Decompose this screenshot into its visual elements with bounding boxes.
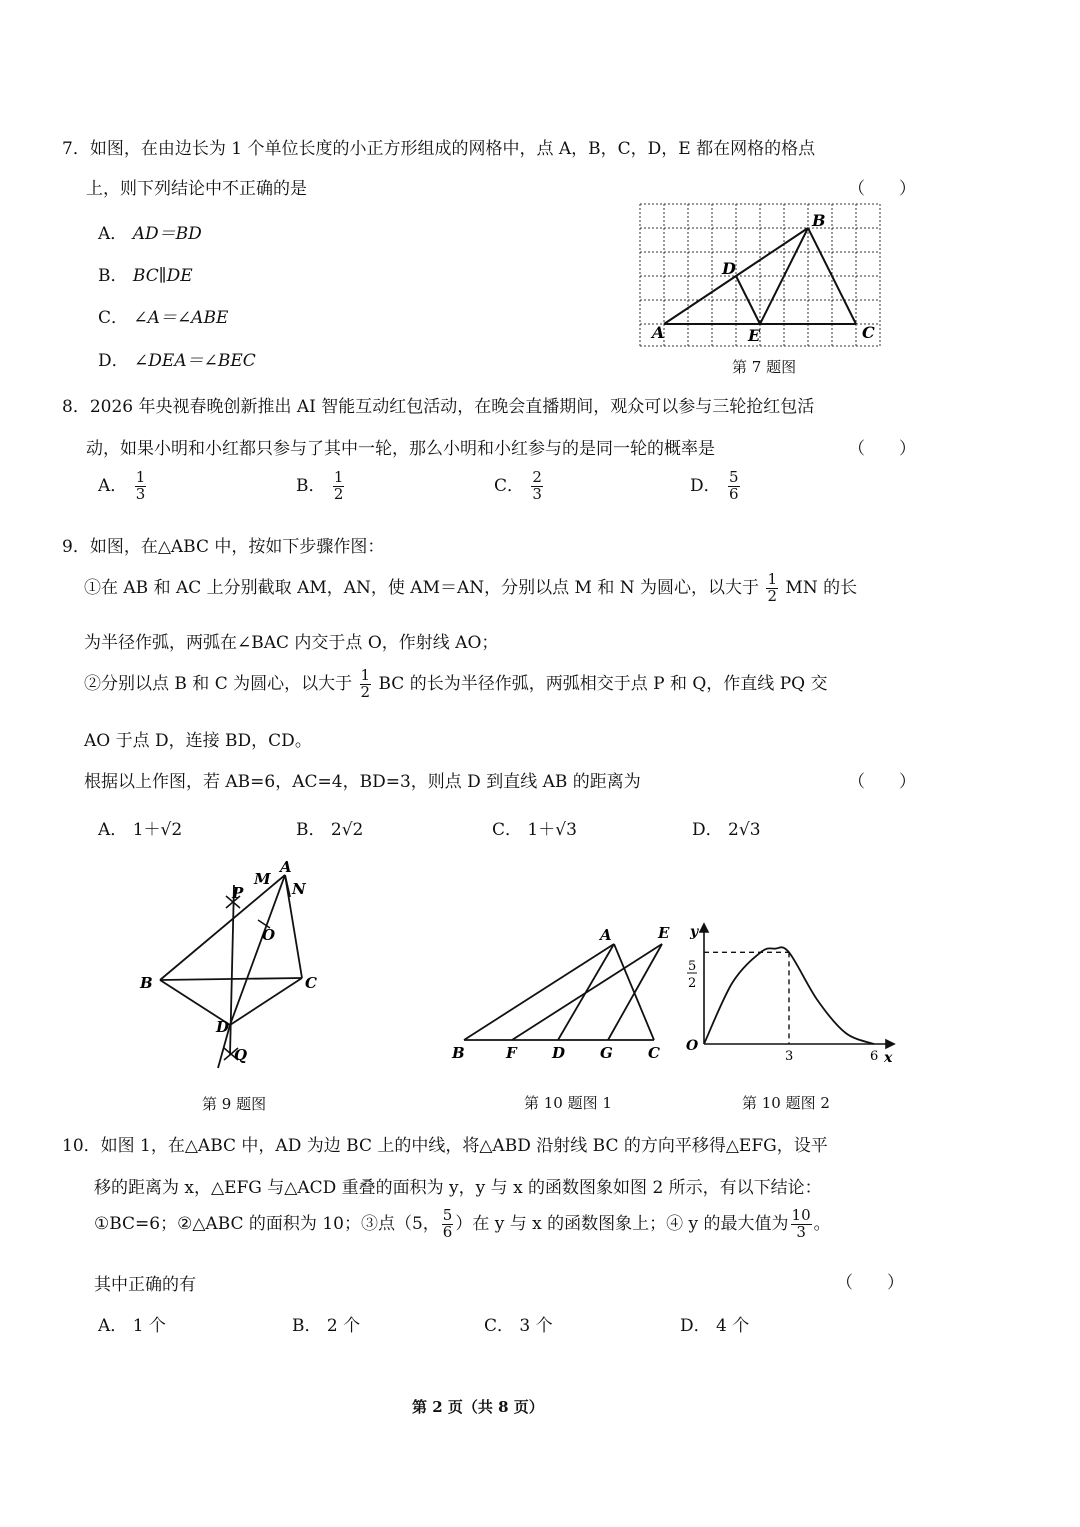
q8-number: 8． (62, 397, 90, 417)
q9-question: 根据以上作图，若 AB=6，AC=4，BD=3，则点 D 到直线 AB 的距离为 (84, 772, 641, 792)
q9-point-p: P (232, 884, 244, 902)
q9-step2-line2: AO 于点 D，连接 BD，CD。 (84, 731, 312, 751)
q7-option-b-label: B． (98, 266, 128, 286)
q8-option-b-label: B． (296, 475, 326, 496)
q9-step1-line2: 为半径作弧，两弧在∠BAC 内交于点 O，作射线 AO； (84, 633, 499, 653)
q9-point-d: D (216, 1018, 230, 1036)
q9-point-o: O (262, 926, 276, 944)
q10-option-b-text: 2 个 (326, 1316, 361, 1336)
q10-answer-paren: （ ） (836, 1273, 904, 1293)
q9-point-q: Q (234, 1046, 248, 1064)
q7-grid-figure (636, 198, 888, 353)
q7-figure-caption: 第 7 题图 (732, 358, 797, 376)
q8-option-c-num: 2 (532, 468, 542, 486)
q10-text-3a: ①BC=6；②△ABC 的面积为 10；③点（5， (94, 1213, 440, 1234)
q8-option-a-fraction (135, 470, 147, 503)
q10-option-a-text: 1 个 (132, 1316, 166, 1336)
q7-option-a-text: AD＝BD (132, 224, 202, 244)
q9-point-c: C (305, 974, 317, 992)
q7-point-b: B (812, 211, 826, 230)
q8-text-1: 2026 年央视春晚创新推出 AI 智能互动红包活动，在晚会直播期间，观众可以参与三轮抢红包活 (89, 397, 815, 417)
q9-option-c-label: C． (492, 820, 523, 840)
q10-option-d (680, 1311, 749, 1336)
q9-step2-fraction (360, 668, 372, 701)
origin-label: O (686, 1038, 699, 1054)
q7-option-a (98, 219, 202, 244)
y-tick-numerator: 5 (688, 959, 697, 974)
q7-option-c (98, 303, 228, 328)
q10-figure-2-chart (682, 920, 902, 1065)
q10-option-d-label: D． (680, 1316, 711, 1336)
q8-option-a (98, 470, 148, 503)
q9-step1-frac-num: 1 (767, 570, 777, 588)
q10-text-3c: 。 (813, 1213, 831, 1234)
q9-step1-fraction (766, 572, 778, 605)
q10-frac1-num: 5 (442, 1206, 453, 1224)
q9-point-a: A (280, 860, 292, 876)
q10-frac2-num: 10 (791, 1206, 811, 1224)
q8-option-b (296, 470, 346, 503)
q10-fig1-point-c: C (648, 1044, 660, 1062)
q7-stem-line2: 上，则下列结论中不正确的是 (86, 179, 307, 199)
q10-fig1-point-d: D (552, 1044, 566, 1062)
q10-fig2-axes (700, 924, 894, 1048)
q7-option-d-label: D． (98, 351, 129, 371)
q9-option-b-text: 2√2 (330, 820, 364, 840)
q9-answer-paren: （ ） (848, 772, 916, 792)
y-axis-label: y (690, 924, 699, 940)
q10-frac2-den: 3 (796, 1222, 806, 1241)
q10-option-a-label: A． (98, 1316, 128, 1336)
q9-option-d-text: 2√3 (728, 820, 761, 840)
q8-option-d-fraction (728, 470, 740, 503)
q10-option-b-label: B． (292, 1316, 322, 1336)
q10-figure-2-caption: 第 10 题图 2 (742, 1094, 830, 1112)
q8-option-c-den: 3 (532, 484, 542, 503)
q9-option-b-label: B． (296, 820, 326, 840)
q10-option-c (484, 1311, 553, 1336)
q9-option-c (492, 815, 577, 840)
q9-construction-figure (130, 860, 350, 1075)
q7-answer-paren: （ ） (848, 179, 916, 199)
q8-option-c-fraction (531, 470, 543, 503)
q10-stem-line1 (62, 1131, 828, 1156)
q10-stem-line2: 移的距离为 x，△EFG 与△ACD 重叠的面积为 y，y 与 x 的函数图象如图 2 所示，有以下结论： (94, 1178, 822, 1198)
q8-option-d-num: 5 (729, 468, 739, 486)
q9-step2-frac-den: 2 (360, 682, 371, 701)
q10-option-d-text: 4 个 (716, 1316, 750, 1336)
q10-point-fraction (442, 1208, 454, 1241)
q10-frac1-den: 6 (442, 1222, 453, 1241)
y-axis-arrow-icon (700, 924, 708, 932)
q8-option-c-label: C． (494, 475, 525, 496)
q7-option-d-text: ∠DEA＝∠BEC (134, 351, 256, 371)
q10-fig1-point-a: A (600, 926, 612, 944)
q10-fig1-point-g: G (600, 1044, 613, 1062)
q8-stem-line1 (62, 392, 814, 417)
q7-option-b (98, 261, 193, 286)
q9-point-b: B (140, 974, 153, 992)
y-tick-denominator: 2 (688, 976, 697, 991)
q10-figure-1 (448, 920, 678, 1065)
q9-step1-text-b: MN 的长 (785, 577, 858, 598)
q7-point-e: E (748, 326, 761, 345)
q9-step2-text-b: BC 的长为半径作弧，两弧相交于点 P 和 Q，作直线 PQ 交 (378, 673, 828, 694)
q9-option-d (692, 815, 761, 840)
q9-step2-frac-num: 1 (360, 666, 371, 684)
q8-option-b-den: 2 (333, 484, 344, 503)
q7-option-a-label: A． (98, 224, 128, 244)
q7-point-a: A (652, 323, 665, 342)
q10-text-3b: ）在 y 与 x 的函数图象上；④ y 的最大值为 (455, 1213, 789, 1234)
q10-question: 其中正确的有 (94, 1275, 196, 1295)
q7-option-c-text: ∠A＝∠ABE (133, 308, 229, 328)
q10-figure-1-caption: 第 10 题图 1 (524, 1094, 612, 1112)
q10-max-fraction (791, 1208, 812, 1241)
q7-option-c-label: C． (98, 308, 129, 328)
q10-fig1-point-e: E (658, 924, 670, 942)
q10-option-c-text: 3 个 (519, 1316, 553, 1336)
q10-text-1: 如图 1，在△ABC 中，AD 为边 BC 上的中线，将△ABD 沿射线 BC 的方向平移得△EFG，设平 (100, 1136, 828, 1156)
q8-option-d-den: 6 (729, 484, 739, 503)
q9-step2-text-a: ②分别以点 B 和 C 为圆心，以大于 (84, 673, 353, 694)
q8-option-d-label: D． (690, 475, 721, 496)
q9-option-a (98, 815, 182, 840)
q8-answer-paren: （ ） (848, 439, 916, 459)
q9-step1-text-a: ①在 AB 和 AC 上分别截取 AM，AN，使 AM＝AN，分别以点 M 和 N 为圆心，以大于 (84, 577, 760, 598)
q10-fig1-point-f: F (506, 1044, 517, 1062)
q9-option-a-label: A． (98, 820, 128, 840)
x-tick-6: 6 (870, 1049, 879, 1064)
x-tick-3: 3 (785, 1049, 794, 1064)
q9-point-n: N (292, 880, 306, 898)
q8-option-c (494, 470, 545, 503)
q8-option-b-num: 1 (333, 468, 344, 486)
q8-option-a-den: 3 (135, 484, 146, 503)
q7-point-c: C (862, 323, 875, 342)
q9-number: 9． (62, 537, 90, 557)
q9-intro-text: 如图，在△ABC 中，按如下步骤作图： (89, 537, 385, 557)
q7-stem-line1 (62, 134, 815, 159)
q7-text-1: 如图，在由边长为 1 个单位长度的小正方形组成的网格中，点 A，B，C，D，E 都在网格的格点 (89, 139, 816, 159)
q9-step1-frac-den: 2 (767, 586, 777, 605)
q10-option-b (292, 1311, 360, 1336)
q7-option-d (98, 346, 256, 371)
q10-fig1-lines (464, 944, 662, 1040)
q9-point-m: M (254, 870, 271, 888)
q9-option-d-label: D． (692, 820, 723, 840)
q8-option-a-num: 1 (135, 468, 146, 486)
q8-option-a-label: A． (98, 475, 128, 496)
q9-intro (62, 532, 384, 557)
q10-stem-line3 (94, 1208, 831, 1241)
q10-option-a (98, 1311, 166, 1336)
q10-fig1-point-b: B (452, 1044, 465, 1062)
q7-option-b-text: BC∥DE (132, 266, 193, 286)
q9-option-b (296, 815, 363, 840)
q9-step1-line1 (84, 572, 857, 605)
q10-option-c-label: C． (484, 1316, 515, 1336)
q8-stem-line2: 动，如果小明和小红都只参与了其中一轮，那么小明和小红参与的是同一轮的概率是 (86, 439, 715, 459)
x-axis-arrow-icon (886, 1040, 894, 1048)
x-axis-label: x (884, 1050, 893, 1065)
q10-number: 10． (62, 1136, 101, 1156)
q9-step2-line1 (84, 668, 827, 701)
q9-option-c-text: 1＋√3 (527, 820, 577, 840)
q8-option-b-fraction (333, 470, 345, 503)
q9-figure-caption: 第 9 题图 (202, 1095, 267, 1113)
q8-option-d (690, 470, 742, 503)
q7-number: 7． (62, 139, 90, 159)
page-footer: 第 2 页（共 8 页） (412, 1398, 544, 1416)
q9-option-a-text: 1＋√2 (132, 820, 183, 840)
q7-point-d: D (722, 259, 736, 278)
